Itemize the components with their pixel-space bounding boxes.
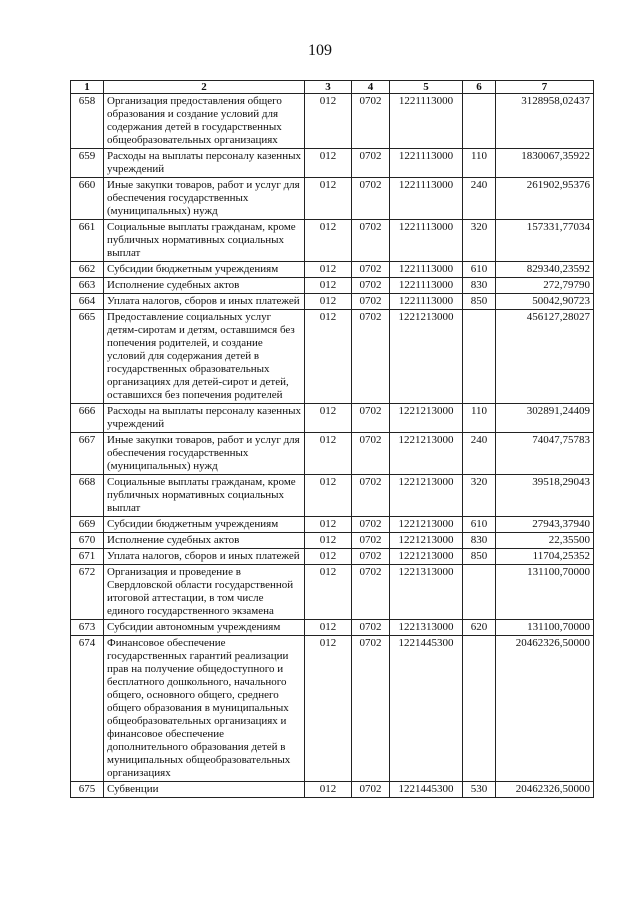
amount: 272,79790: [496, 278, 594, 294]
ministry-code: 012: [305, 278, 352, 294]
expense-name: Иные закупки товаров, работ и услуг для обеспечения государственных (муниципальных) нужд: [104, 433, 305, 475]
column-header: 2: [104, 81, 305, 94]
expense-name: Исполнение судебных актов: [104, 533, 305, 549]
row-number: 674: [71, 636, 104, 782]
ministry-code: 012: [305, 636, 352, 782]
table-row: [71, 220, 594, 262]
amount: 829340,23592: [496, 262, 594, 278]
expense-type-code: [463, 310, 496, 404]
expense-name: Социальные выплаты гражданам, кроме публичных нормативных социальных выплат: [104, 220, 305, 262]
target-article-code: 1221113000: [390, 149, 463, 178]
row-number: 671: [71, 549, 104, 565]
ministry-code: 012: [305, 782, 352, 798]
amount: 1830067,35922: [496, 149, 594, 178]
amount: 20462326,50000: [496, 636, 594, 782]
section-code: 0702: [352, 262, 390, 278]
expense-name: Субсидии автономным учреждениям: [104, 620, 305, 636]
expense-name: Исполнение судебных актов: [104, 278, 305, 294]
section-code: 0702: [352, 310, 390, 404]
target-article-code: 1221213000: [390, 517, 463, 533]
expense-type-code: 850: [463, 294, 496, 310]
row-number: 672: [71, 565, 104, 620]
expense-name: Уплата налогов, сборов и иных платежей: [104, 549, 305, 565]
expense-type-code: 110: [463, 149, 496, 178]
target-article-code: 1221213000: [390, 310, 463, 404]
expense-name: Организация предоставления общего образования и создание условий для содержания детей в государственных общеобразовательных организациях: [104, 94, 305, 149]
amount: 74047,75783: [496, 433, 594, 475]
expense-type-code: 610: [463, 262, 496, 278]
ministry-code: 012: [305, 475, 352, 517]
table-row: [71, 620, 594, 636]
expense-name: Субсидии бюджетным учреждениям: [104, 517, 305, 533]
amount: 456127,28027: [496, 310, 594, 404]
target-article-code: 1221213000: [390, 475, 463, 517]
table-row: [71, 149, 594, 178]
target-article-code: 1221445300: [390, 636, 463, 782]
target-article-code: 1221313000: [390, 565, 463, 620]
ministry-code: 012: [305, 220, 352, 262]
ministry-code: 012: [305, 620, 352, 636]
amount: 3128958,02437: [496, 94, 594, 149]
section-code: 0702: [352, 517, 390, 533]
section-code: 0702: [352, 294, 390, 310]
expense-type-code: [463, 636, 496, 782]
column-header: 6: [463, 81, 496, 94]
ministry-code: 012: [305, 94, 352, 149]
section-code: 0702: [352, 533, 390, 549]
expense-name: Расходы на выплаты персоналу казенных учреждений: [104, 404, 305, 433]
table-row: [71, 517, 594, 533]
row-number: 658: [71, 94, 104, 149]
page-number: 109: [308, 42, 332, 59]
target-article-code: 1221313000: [390, 620, 463, 636]
row-number: 659: [71, 149, 104, 178]
expense-name: Субсидии бюджетным учреждениям: [104, 262, 305, 278]
amount: 131100,70000: [496, 620, 594, 636]
amount: 20462326,50000: [496, 782, 594, 798]
table-row: [71, 278, 594, 294]
section-code: 0702: [352, 620, 390, 636]
column-header: 1: [71, 81, 104, 94]
table-row: [71, 310, 594, 404]
target-article-code: 1221113000: [390, 178, 463, 220]
budget-table: [70, 80, 594, 798]
table-row: [71, 404, 594, 433]
table-row: [71, 533, 594, 549]
expense-name: Организация и проведение в Свердловской области государственной итоговой аттестации, в том числе единого государственного экзамена: [104, 565, 305, 620]
ministry-code: 012: [305, 517, 352, 533]
column-header: 5: [390, 81, 463, 94]
column-header: 4: [352, 81, 390, 94]
table-row: [71, 549, 594, 565]
expense-type-code: 530: [463, 782, 496, 798]
target-article-code: 1221213000: [390, 433, 463, 475]
expense-name: Иные закупки товаров, работ и услуг для обеспечения государственных (муниципальных) нужд: [104, 178, 305, 220]
expense-name: Уплата налогов, сборов и иных платежей: [104, 294, 305, 310]
row-number: 670: [71, 533, 104, 549]
expense-type-code: 320: [463, 475, 496, 517]
ministry-code: 012: [305, 549, 352, 565]
row-number: 661: [71, 220, 104, 262]
section-code: 0702: [352, 475, 390, 517]
target-article-code: 1221213000: [390, 533, 463, 549]
row-number: 660: [71, 178, 104, 220]
section-code: 0702: [352, 149, 390, 178]
expense-type-code: 830: [463, 533, 496, 549]
ministry-code: 012: [305, 565, 352, 620]
amount: 261902,95376: [496, 178, 594, 220]
section-code: 0702: [352, 94, 390, 149]
target-article-code: 1221213000: [390, 549, 463, 565]
expense-type-code: 610: [463, 517, 496, 533]
ministry-code: 012: [305, 404, 352, 433]
amount: 131100,70000: [496, 565, 594, 620]
row-number: 662: [71, 262, 104, 278]
row-number: 663: [71, 278, 104, 294]
row-number: 669: [71, 517, 104, 533]
row-number: 668: [71, 475, 104, 517]
table-row: [71, 782, 594, 798]
expense-type-code: [463, 94, 496, 149]
ministry-code: 012: [305, 294, 352, 310]
amount: 11704,25352: [496, 549, 594, 565]
target-article-code: 1221113000: [390, 262, 463, 278]
row-number: 675: [71, 782, 104, 798]
ministry-code: 012: [305, 433, 352, 475]
column-header: 3: [305, 81, 352, 94]
column-header: 7: [496, 81, 594, 94]
target-article-code: 1221213000: [390, 404, 463, 433]
section-code: 0702: [352, 782, 390, 798]
amount: 157331,77034: [496, 220, 594, 262]
section-code: 0702: [352, 404, 390, 433]
section-code: 0702: [352, 433, 390, 475]
expense-type-code: 240: [463, 433, 496, 475]
expense-type-code: 620: [463, 620, 496, 636]
amount: 50042,90723: [496, 294, 594, 310]
row-number: 665: [71, 310, 104, 404]
target-article-code: 1221113000: [390, 94, 463, 149]
ministry-code: 012: [305, 310, 352, 404]
amount: 302891,24409: [496, 404, 594, 433]
section-code: 0702: [352, 636, 390, 782]
amount: 27943,37940: [496, 517, 594, 533]
expense-type-code: 240: [463, 178, 496, 220]
table-row: [71, 294, 594, 310]
row-number: 667: [71, 433, 104, 475]
amount: 22,35500: [496, 533, 594, 549]
expense-type-code: [463, 565, 496, 620]
row-number: 666: [71, 404, 104, 433]
table-row: [71, 94, 594, 149]
row-number: 673: [71, 620, 104, 636]
ministry-code: 012: [305, 533, 352, 549]
table-body: [71, 94, 594, 798]
ministry-code: 012: [305, 178, 352, 220]
expense-name: Расходы на выплаты персоналу казенных учреждений: [104, 149, 305, 178]
table-row: [71, 636, 594, 782]
table-row: [71, 178, 594, 220]
section-code: 0702: [352, 565, 390, 620]
target-article-code: 1221113000: [390, 294, 463, 310]
section-code: 0702: [352, 549, 390, 565]
expense-name: Социальные выплаты гражданам, кроме публичных нормативных социальных выплат: [104, 475, 305, 517]
table-row: [71, 475, 594, 517]
target-article-code: 1221113000: [390, 278, 463, 294]
expense-name: Предоставление социальных услуг детям-сиротам и детям, оставшимся без попечения родителей, и создание условий для содержания детей в государственных образовательных организациях для детей-сирот и детей, оставшихся без попечения родителей: [104, 310, 305, 404]
table-row: [71, 433, 594, 475]
table-row: [71, 262, 594, 278]
expense-name: Финансовое обеспечение государственных гарантий реализации прав на получение общедоступного и бесплатного дошкольного, начального общего, основного общего, среднего общего образования в муниципальных общеобразовательных организациях и финансовое обеспечение дополнительного образования детей в муниципальных общеобразовательных организациях: [104, 636, 305, 782]
amount: 39518,29043: [496, 475, 594, 517]
ministry-code: 012: [305, 262, 352, 278]
row-number: 664: [71, 294, 104, 310]
section-code: 0702: [352, 278, 390, 294]
section-code: 0702: [352, 220, 390, 262]
section-code: 0702: [352, 178, 390, 220]
target-article-code: 1221113000: [390, 220, 463, 262]
expense-type-code: 830: [463, 278, 496, 294]
expense-type-code: 320: [463, 220, 496, 262]
expense-type-code: 110: [463, 404, 496, 433]
ministry-code: 012: [305, 149, 352, 178]
target-article-code: 1221445300: [390, 782, 463, 798]
expense-name: Субвенции: [104, 782, 305, 798]
expense-type-code: 850: [463, 549, 496, 565]
table-row: [71, 565, 594, 620]
table-header-row: [71, 81, 594, 94]
